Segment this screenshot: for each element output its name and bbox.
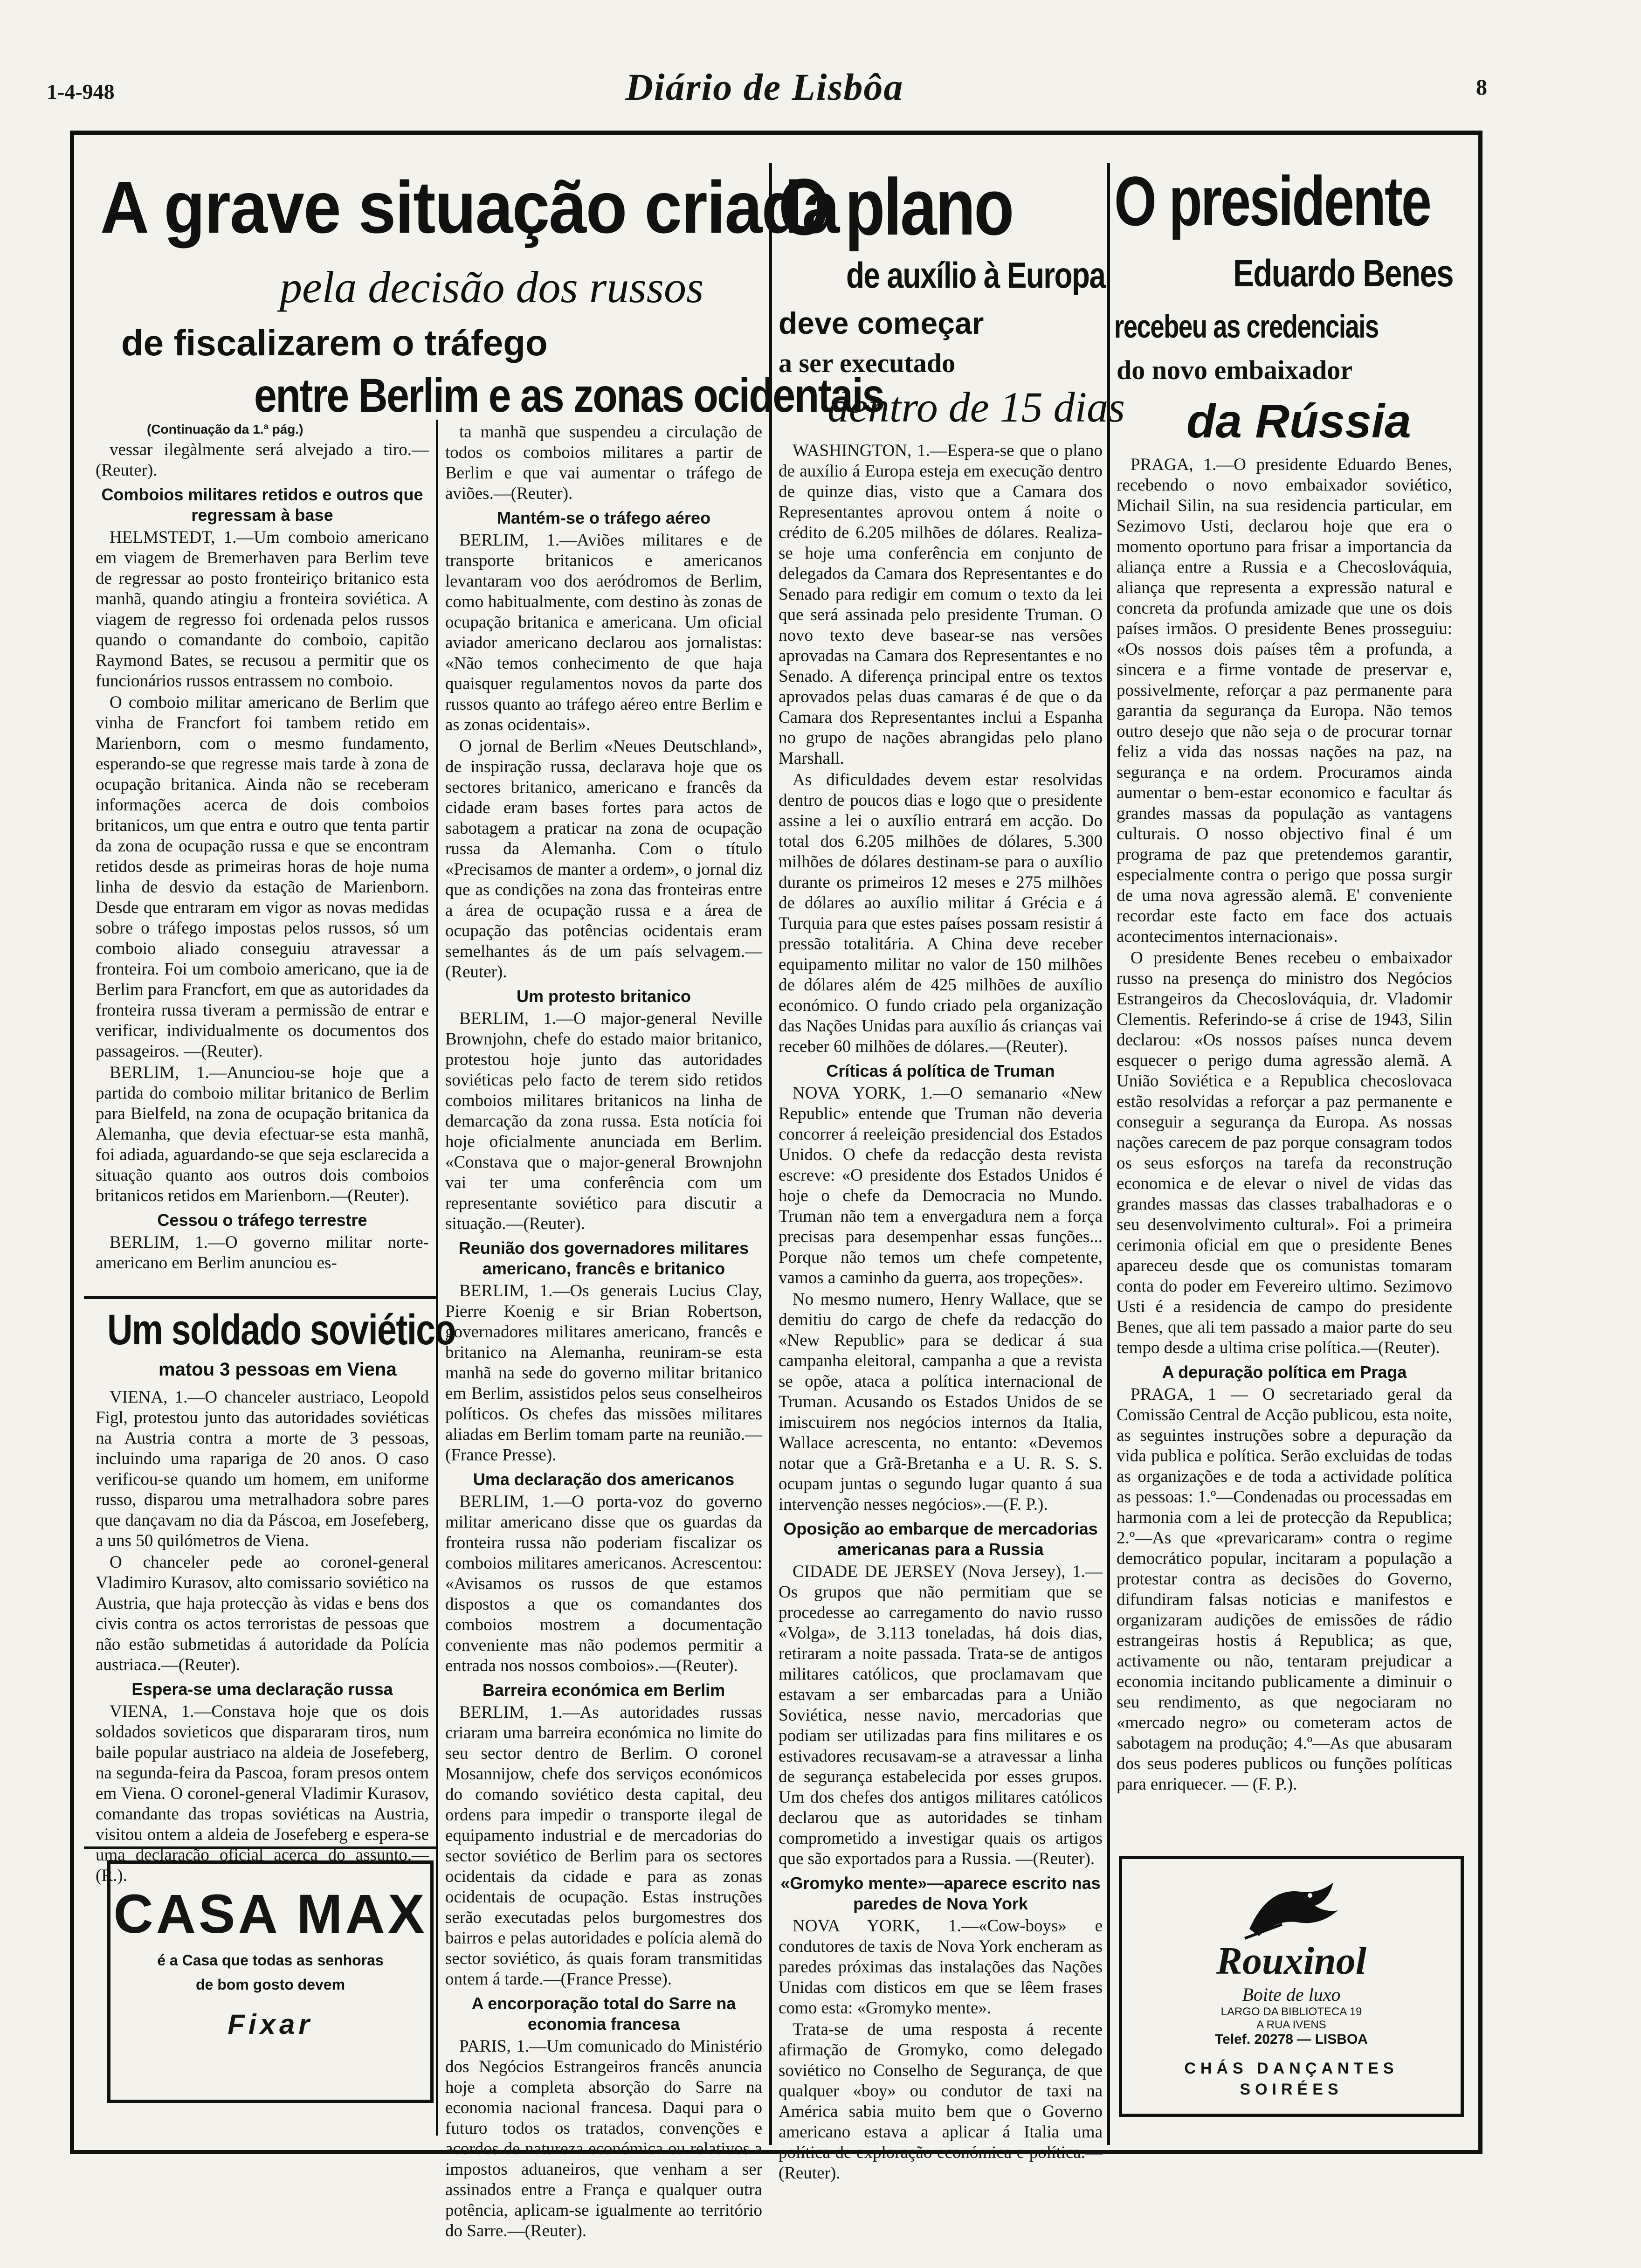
subheading: Reunião dos governadores militares americano, francês e britanico: [458, 1238, 749, 1278]
rouxinol-line-1: CHÁS DANÇANTES: [1184, 2060, 1399, 2077]
article2-title: Um soldado soviético: [107, 1306, 455, 1354]
paragraph: BERLIM, 1.—Os generais Lucius Clay, Pierre Koenig e sir Brian Robertson, governadores militares americano, francês e britanico na Alemanha, reuniram-se esta manhã na sede do governo militar britanico em Berlim, assistidos pelos seus conselheiros políticos. Os chefes das missões militares aliadas em Berlim tomam parte na reunião.—(France Presse).: [445, 1281, 762, 1465]
paragraph: vessar ilegàlmente será alvejado a tiro.—(Reuter).: [96, 440, 429, 480]
article3-subtitle-3: a ser executado: [779, 348, 956, 378]
page-number: 8: [1476, 75, 1487, 100]
article3-column: [779, 441, 1103, 2183]
masthead: [42, 61, 1487, 121]
article2-body: [96, 1387, 429, 1886]
subheading: Cessou o tráfego terrestre: [157, 1210, 367, 1230]
article4-column: [1117, 455, 1452, 1844]
paragraph: PRAGA, 1 — O secretariado geral da Comissão Central de Acção publicou, esta noite, as seguintes instruções sobre a depuração da vida publica e política. Serão excluidas de todas as organizações e de toda a actividade política as pessoas: 1.º—Condenadas ou processadas em harmonia com a lei de protecção da Republica; 2.º—As que «prevaricaram» contra o regime democrático popular, incitaram a população a protestar contra as decisões do Governo, difundiram falsas noticias e manifestos e organizaram audições de emissões de rádio estrangeiras hostis á Republica; as que, activamente ou não, tentaram prejudicar a economia incitando publicamente a diminuir o seu rendimento, as que negociaram no «mercado negro» ou cometeram actos de sabotagem na produção; 4.º—As que abusaram dos seus poderes publicos ou funções políticas para enriquecer. — (F. P.).: [1117, 1385, 1452, 1794]
paragraph: PRAGA, 1.—O presidente Eduardo Benes, recebendo o novo embaixador soviético, Michail Silin, na sua residencia particular, em Sezimovo Usti, declarou hoje que era o momento oportuno para frisar a importancia da aliança entre a Russia e a Checoslováquia, aliança que representa a expressão natural e concreta da profunda amizade que une os dois países irmãos. O presidente Benes prosseguiu: «Os nossos dois países têm a profunda, a sincera e a firme vontade de preservar e, possivelmente, reforçar a paz permanente para garantia da segurança da Europa. Não temos outro desejo que não seja o de procurar tornar feliz a vida das nossas nações na paz, na segurança e na ordem. Procuramos ainda aumentar o bem-estar economico e facultar ás grandes massas da população as vantagens culturais. O nosso objectivo final é um programa de paz que pretendemos garantir, especialmente contra o perigo que possa surgir de uma nova agressão alemã. E' conveniente recordar este facto em face dos actuais acontecimentos internacionais».: [1117, 455, 1452, 946]
rouxinol-line-2: SOIRÉES: [1240, 2081, 1343, 2098]
article4-title: O presidente: [1114, 162, 1430, 240]
paragraph: ta manhã que suspendeu a circulação de todos os comboios militares a partir de Berlim e que vai aumentar o tráfego de aviões.—(Reuter).: [445, 422, 762, 503]
article3-body: [779, 441, 1103, 2184]
subheading: Mantém-se o tráfego aéreo: [496, 508, 711, 527]
paragraph: O presidente Benes recebeu o embaixador russo na presença do ministro dos Negócios Estrangeiros da Checoslováquia, dr. Vladomir Clementis. Referindo-se á crise de 1943, Silin declarou: «Os nossos países nunca devem esquecer o perigo duma agressão alemã. A União Soviética e a Republica checoslovaca estão resolvidas a reforçar a paz permanente e conseguir a segurança da Europa. As nossas nações carecem de paz porque consagram todos os seus esforços na tarefa da reconstrução economica e de elevar o nivel de vidas das grandes massas das classes trabalhadoras e o seu desenvolvimento cultural». Foi a primeira cerimonia oficial em que o presidente Benes apareceu desde que os comunistas tomaram conta do poder em Fevereiro ultimo. Sezimovo Usti é a residencia de campo do presidente Benes, que ali tem passado a maior parte do seu tempo desde a ultima crise política.—(Reuter).: [1117, 948, 1452, 1357]
paragraph: WASHINGTON, 1.—Espera-se que o plano de auxílio á Europa esteja em execução dentro de quinze dias, visto que a Camara dos Representantes aprovou ontem á noite o crédito de 6.205 milhões de dólares. Realiza-se hoje uma conferência em conjunto de delegados da Camara dos Representantes e do Senado para redigir em comum o texto da lei que será assinada pelo presidente Truman. O novo texto deve basear-se nas versões aprovadas na Camara dos Representantes e no Senado. A diferença principal entre os textos aprovados pelas duas camaras é de que o da Camara dos Representantes inclui a Espanha no grupo de nações abrangidas pelo plano Marshall.: [779, 441, 1103, 768]
subheading: A encorporação total do Sarre na economia francesa: [471, 1994, 736, 2033]
article1-column-2: [445, 422, 762, 2240]
rouxinol-address-2: A RUA IVENS: [1256, 2019, 1326, 2031]
article1-col1-body: [96, 440, 429, 1273]
paragraph: O jornal de Berlim «Neues Deutschland», de inspiração russa, declarava hoje que os sectores britanico, americano e francês da cidade eram bases fortes para actos de sabotagem a praticar na zona de ocupação russa da Alemanha. Com o título «Precisamos de manter a ordem», o jornal diz que as condições na zona das fronteiras entre a área de ocupação russa e a área de ocupação das potências ocidentais eram semelhantes ás de um país selvagem.—(Reuter).: [445, 737, 762, 982]
paragraph: HELMSTEDT, 1.—Um comboio americano em viagem de Bremerhaven para Berlim teve de regressar ao posto fronteiriço britanico esta manhã, quando atingiu a fronteira soviética. A viagem de regresso foi ordenada pelos russos quando o comandante do comboio, capitão Raymond Bates, se recusou a permitir que os funcionários russos entrassem no comboio.: [96, 528, 429, 691]
paragraph: VIENA, 1.—O chanceler austriaco, Leopold Figl, protestou junto das autoridades soviéticas na Austria contra a morte de 3 pessoas, incluindo uma rapariga de 20 anos. O caso verificou-se quando um homem, em uniforme russo, disparou uma metralhadora sobre pares que dançavam no dia da Páscoa, em Josefeberg, a uns 50 quilómetros de Viena.: [96, 1388, 429, 1550]
column-rule-1: [769, 163, 772, 2145]
section-rule-article2: [84, 1296, 438, 1299]
continuation-note: (Continuação da 1.ª pág.): [147, 422, 303, 436]
casa-max-ad[interactable]: [107, 1860, 434, 2103]
paragraph: As dificuldades devem estar resolvidas dentro de poucos dias e logo que o presidente assine a lei o auxílio entrará em acção. Do total dos 6.205 milhões de dólares, 5.300 milhões de dólares destinam-se para o auxílio durante os primeiros 12 meses e 275 milhões de dólares ao auxílio militar á Grécia e á Turquia para que estes países possam resistir á pressão totalitária. A China deve receber equipamento militar no valor de 150 milhões de dólares além de 425 milhões de auxílio económico. O fundo criado pela organização das Nações Unidas para auxílio ás crianças vai receber 60 milhões de dólares.—(Reuter).: [779, 770, 1103, 1056]
article1-column-1: [96, 422, 429, 1292]
article2-subtitle: matou 3 pessoas em Viena: [159, 1359, 397, 1380]
paragraph: BERLIM, 1.—O porta-voz do governo militar americano disse que os guardas da fronteira russa não poderiam fiscalizar os comboios militares americanos. Acrescentou: «Avisamos os russos de que estamos dispostos a que os comandantes dos comboios mostrem a documentação conveniente mas não podemos permitir a entrada nos nossos comboios».—(Reuter).: [445, 1492, 762, 1675]
article1-subtitle-1: pela decisão dos russos: [280, 262, 704, 312]
article4-subtitle-3: do novo embaixador: [1117, 355, 1352, 385]
issue-date: 1-4-948: [47, 80, 115, 104]
column-rule-small: [436, 420, 438, 2136]
rouxinol-name: Rouxinol: [1216, 1939, 1367, 1983]
article1-title: A grave situação criada: [100, 166, 839, 249]
article4-subtitle-2: recebeu as credenciais: [1114, 308, 1379, 345]
subheading: Um protesto britanico: [516, 987, 691, 1006]
paragraph: PARIS, 1.—Um comunicado do Ministério dos Negócios Estrangeiros francês anuncia hoje a completa absorção do Sarre na economia nacional francesa. Daqui para o futuro todos os tratados, convenções e acordos de natureza económica ou relativos a impostos aduaneiros, que venham a ser assinados entre a França e qualquer outra potência, aplicam-se igualmente ao território do Sarre.—(Reuter).: [445, 2037, 762, 2240]
casa-max-line-1: é a Casa que todas as senhoras: [157, 1952, 384, 1969]
paragraph: CIDADE DE JERSEY (Nova Jersey), 1.—Os grupos que não permitiam que se procedesse ao carregamento do navio russo «Volga», de 3.113 toneladas, há dois dias, retiraram a noite passada. Trata-se de antigos militares católicos, que proclamavam que estavam a ser embarcadas para a União Soviética, nesse navio, mercadorias que podiam ser utilizadas para fins militares e os estivadores recusavam-se a atravessar a linha de segurança estabelecida por esses grupos. Um dos chefes dos antigos militares católicos declarou que as autoridades se tinham comprometido a investigar quais os artigos que são exportados para a Russia. —(Reuter).: [779, 1562, 1103, 1868]
paragraph: BERLIM, 1.—Aviões militares e de transporte britanicos e americanos levantaram voo dos aeródromos de Berlim, como habitualmente, com destino às zonas de ocupação britanica e americana. Um oficial aviador americano declarou aos jornalistas: «Não temos conhecimento de que haja quaisquer regulamentos novos da parte dos russos quanto ao tráfego aéreo entre Berlim e as zonas ocidentais».: [445, 531, 762, 734]
subheading: «Gromyko mente»—aparece escrito nas paredes de Nova York: [780, 1874, 1101, 1913]
paragraph: BERLIM, 1.—As autoridades russas criaram uma barreira económica no limite do seu sector dentro de Berlim. O coronel Mosannijow, chefe dos serviços económicos do comando soviético desta capital, deu ordens para impedir o transporte ilegal de equipamento industrial e de mercadorias do sector soviético de Berlim para os sectores ocidentais da cidade e para as zonas ocidentais de ocupação. Estas instruções serão executadas pelos burgomestres dos bairros e pelas autoridades e polícia alemã do sector soviético, ás quais foram transmitidas ontem á tarde.—(France Presse).: [445, 1703, 762, 1989]
casa-max-line-2: de bom gosto devem: [195, 1976, 345, 1993]
paragraph: BERLIM, 1.—O major-general Neville Brownjohn, chefe do estado maior britanico, protestou hoje junto das autoridades soviéticas pelo facto de terem sido retidos comboios militares britanicos na linha de demarcação da zona russa. Esta notícia foi hoje oficialmente anunciada em Berlim. «Constava que o major-general Brownjohn vai ter uma conferência com um representante soviético para discutir a situação.—(Reuter).: [445, 1009, 762, 1233]
subheading: Espera-se uma declaração russa: [131, 1680, 393, 1699]
article2-column: [96, 1387, 429, 1885]
article4-subtitle-4: da Rússia: [1186, 394, 1411, 448]
paragraph: Trata-se de uma resposta á recente afirmação de Gromyko, como delegado soviético no Conselho de Segurança, de que qualquer «boy» ou condutor de taxi na América sabia muito bem que o Governo americano estava a aplicar á Italia uma política de exploração económica e política.—(Reuter).: [779, 2020, 1103, 2183]
paragraph: O chanceler pede ao coronel-general Vladimiro Kurasov, alto comissario soviético na Austria, que haja protecção às vidas e bens dos civis contra os actos terroristas de pessoas que não estão submetidas á autoridade da Polícia austriaca.—(Reuter).: [96, 1553, 429, 1674]
subheading: Comboios militares retidos e outros que regressam à base: [101, 485, 423, 525]
casa-max-name: CASA MAX: [113, 1883, 427, 1945]
paragraph: NOVA YORK, 1.—O semanario «New Republic» entende que Truman não deveria concorrer á reeleição presidencial dos Estados Unidos. O chefe da redacção desta revista escreve: «O presidente dos Estados Unidos é hoje o chefe da Democracia no Mundo. Truman não tem a envergadura nem a força precisas para desempenhar essas funções... Porque não temos um chefe competente, vamos a caminho da guerra, aos tropeções».: [779, 1084, 1103, 1287]
article1-subtitle-3: entre Berlim e as zonas ocidentais: [254, 369, 884, 422]
paragraph: BERLIM, 1.—O governo militar norte-americano em Berlim anunciou es-: [96, 1233, 429, 1272]
rouxinol-tagline: Boite de luxo: [1242, 1984, 1341, 2005]
rouxinol-address-1: LARGO DA BIBLIOTECA 19: [1220, 2005, 1362, 2018]
nightingale-icon: [1240, 1873, 1343, 1943]
paragraph: O comboio militar americano de Berlim que vinha de Francfort foi tambem retido em Marienborn, com o mesmo fundamento, esperando-se que regresse mais tarde à zona de ocupação britanica. Ainda não se receberam informações acerca de dois comboios britanicos, um que entra e outro que tenta partir da zona de ocupação russa e que se encontram retidos desde as primeiras horas de hoje numa linha de desvio da estação de Marienborn. Desde que entraram em vigor as novas medidas sobre o tráfego impostas pelos russos, só um comboio aliado conseguiu atravessar a fronteira. Foi um comboio americano, que ia de Berlim para Francfort, em que as autoridades da fronteira russa tiveram a permissão de entrar e verificar, individualmente os documentos dos passageiros. —(Reuter).: [96, 693, 429, 1061]
article1-subtitle-2: de fiscalizarem o tráfego: [121, 322, 548, 363]
article4-body: [1117, 455, 1452, 1795]
article3-subtitle-1: de auxílio à Europa: [846, 255, 1105, 296]
subheading: Barreira económica em Berlim: [482, 1680, 725, 1700]
article4-subtitle-1: Eduardo Benes: [1233, 252, 1453, 295]
subheading: Uma declaração dos americanos: [473, 1470, 735, 1489]
paragraph: BERLIM, 1.—Anunciou-se hoje que a partida do comboio militar britanico de Berlim para Bielfeld, na zona de ocupação britanica da Alemanha, que devia efectuar-se esta manhã, foi adiada, aguardando-se que seja esclarecida a situação quanto aos outros dois comboios britanicos retidos em Marienborn.—(Reuter).: [96, 1063, 429, 1205]
column-rule-2: [1107, 163, 1110, 2145]
paragraph: VIENA, 1.—Constava hoje que os dois soldados sovieticos que dispararam tiros, num baile popular austriaco na aldeia de Josefeberg, na segunda-feira da Pascoa, foram presos ontem em Viena. O coronel-general Vladimir Kurasov, comandante das tropas soviéticas na Austria, visitou ontem a aldeia de Josefeberg e espera-se uma declaração oficial acerca do assunto.—(R.).: [96, 1702, 429, 1885]
casa-max-cta: Fixar: [228, 2009, 313, 2040]
rouxinol-ad[interactable]: [1119, 1856, 1464, 2117]
subheading: Oposição ao embarque de mercadorias americanas para a Russia: [783, 1519, 1098, 1559]
article3-title: O plano: [779, 162, 1013, 252]
subheading: Críticas á política de Truman: [826, 1061, 1055, 1080]
subheading: A depuração política em Praga: [1162, 1362, 1407, 1382]
newspaper-title: Diário de Lisbôa: [625, 66, 904, 108]
paragraph: NOVA YORK, 1.—«Cow-boys» e condutores de taxis de Nova York encheram as paredes próximas das instalações das Nações Unidas com disticos em que se lêem frases como esta: «Gromyko mente».: [779, 1916, 1103, 2018]
paragraph: No mesmo numero, Henry Wallace, que se demitiu do cargo de chefe da redacção do «New Republic» para se dedicar á sua campanha eleitoral, campanha a que a revista se opõe, ataca a política internacional de Truman. Acusando os Estados Unidos de se imiscuirem nos negócios internos da Italia, Wallace acrescenta, no entanto: «Devemos notar que a Grã-Bretanha e a U. R. S. S. ocupam juntas o segundo lugar quanto á sua intervenção nesses negócios».—(F. P.).: [779, 1290, 1103, 1514]
rouxinol-phone: Telef. 20278 — LISBOA: [1215, 2032, 1368, 2047]
article1-col2-body: [445, 422, 762, 2241]
article3-subtitle-2: deve começar: [779, 306, 984, 340]
article3-subtitle-4: dentro de 15 dias: [827, 383, 1125, 431]
